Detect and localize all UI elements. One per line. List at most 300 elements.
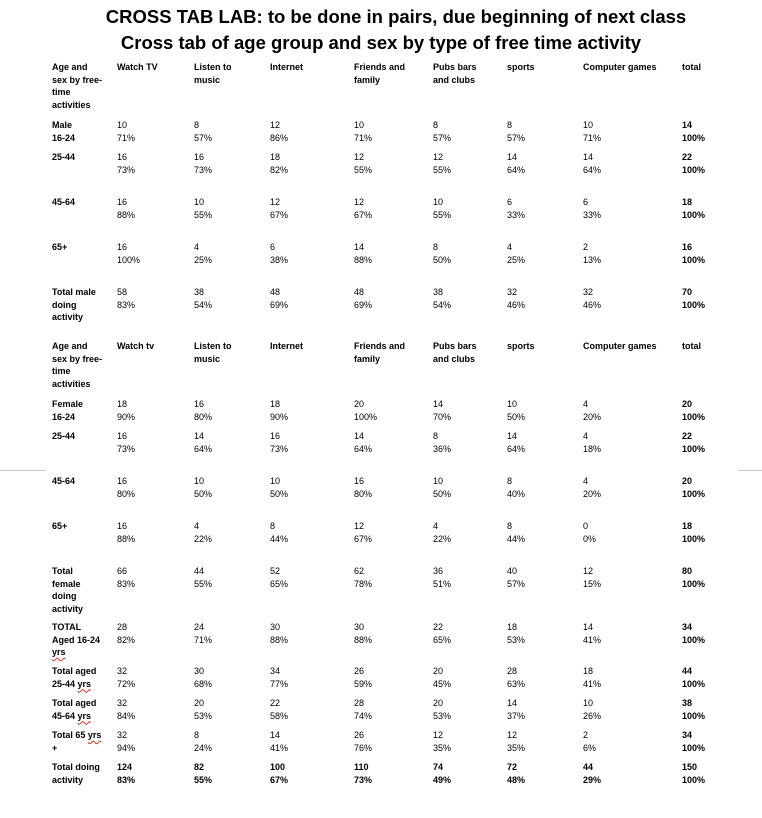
- data-cell: [266, 397, 350, 429]
- column-header: [678, 60, 728, 118]
- cell-text: 88%: [117, 209, 136, 220]
- cell-text: 16: [117, 152, 128, 162]
- cell-text: 35%: [433, 742, 452, 753]
- data-cell: [266, 195, 350, 240]
- data-cell: [350, 696, 429, 728]
- data-cell: [429, 397, 503, 429]
- cell-text: Total doing: [52, 762, 100, 772]
- data-cell: [579, 474, 678, 519]
- cell-text: 82%: [270, 164, 289, 175]
- male-row: [48, 195, 728, 240]
- page-title-line-1: CROSS TAB LAB: to be done in pairs, due beginning of next class: [105, 6, 687, 27]
- cell-text: family: [354, 353, 381, 364]
- cell-text: 40: [507, 566, 518, 576]
- data-cell: [266, 519, 350, 564]
- cell-text: 59%: [354, 678, 373, 689]
- cell-text: 36: [433, 566, 444, 576]
- data-cell: [503, 429, 579, 474]
- cell-text: 76%: [354, 742, 373, 753]
- column-header: [266, 60, 350, 118]
- cell-text: 4: [583, 476, 589, 486]
- cell-text: 46%: [507, 299, 526, 310]
- cell-text: 44%: [507, 533, 526, 544]
- data-cell: [503, 240, 579, 285]
- data-cell: [579, 150, 678, 195]
- data-cell: [266, 564, 350, 620]
- cell-text: 45-64: [52, 197, 76, 207]
- cell-text: 2: [583, 730, 589, 740]
- cell-text: 32: [117, 666, 128, 676]
- cell-text: 14: [583, 152, 594, 162]
- cell-text: 33%: [507, 209, 526, 220]
- cell-text: 50%: [507, 411, 526, 422]
- cell-text: 58%: [270, 710, 289, 721]
- data-cell: [429, 429, 503, 474]
- cell-text: 10: [194, 476, 205, 486]
- row-label: [48, 474, 113, 519]
- cell-text: 65+: [52, 242, 68, 252]
- cell-text: Internet: [270, 341, 304, 351]
- cell-text: time: [52, 366, 71, 377]
- cell-text: 30: [270, 622, 281, 632]
- cell-text: 51%: [433, 578, 452, 589]
- cell-text: 37%: [507, 710, 526, 721]
- data-cell: [503, 664, 579, 696]
- cell-text: doing: [52, 591, 77, 602]
- cell-text: 53%: [194, 710, 213, 721]
- data-cell: [113, 760, 190, 788]
- cell-text: 44: [583, 762, 594, 772]
- data-cell: [579, 760, 678, 788]
- cell-text: 18: [682, 521, 693, 531]
- row-label: [48, 118, 113, 150]
- data-cell: [113, 620, 190, 664]
- cell-text: sports: [507, 62, 535, 72]
- cell-text: 28: [354, 698, 365, 708]
- summary-row: [48, 728, 728, 760]
- data-cell: [579, 519, 678, 564]
- header-label-cell: [48, 60, 113, 118]
- cell-text: 41%: [583, 634, 602, 645]
- cell-text: 14: [583, 622, 594, 632]
- cell-text: 64%: [507, 443, 526, 454]
- cell-text: 74: [433, 762, 444, 772]
- column-header: [266, 339, 350, 397]
- cell-text: 36%: [433, 443, 452, 454]
- cell-text: 8: [433, 242, 439, 252]
- cell-text: 34: [682, 622, 693, 632]
- cell-text: 12: [583, 566, 594, 576]
- cell-text: 71%: [117, 132, 136, 143]
- data-cell: [350, 285, 429, 339]
- cell-text: Total 65 yrs: [52, 730, 102, 740]
- cell-text: 18: [270, 399, 281, 409]
- cell-text: 100%: [682, 634, 706, 645]
- cell-text: 18: [507, 622, 518, 632]
- cell-text: 100%: [682, 774, 706, 785]
- female-row: [48, 474, 728, 519]
- cell-text: 100%: [682, 710, 706, 721]
- cell-text: 4: [507, 242, 513, 252]
- data-cell: [266, 696, 350, 728]
- cell-text: music: [194, 74, 221, 85]
- cell-text: 16: [354, 476, 365, 486]
- page-title-line-2: Cross tab of age group and sex by type of free time activity: [120, 32, 642, 53]
- cell-text: 57%: [194, 132, 213, 143]
- cell-text: 25%: [194, 254, 213, 265]
- column-header: [350, 60, 429, 118]
- cell-text: 82: [194, 762, 205, 772]
- cell-text: 6: [270, 242, 276, 252]
- header-label-cell: [48, 339, 113, 397]
- cell-text: 2: [583, 242, 589, 252]
- data-cell: [350, 664, 429, 696]
- cell-text: 38: [433, 287, 444, 297]
- cell-text: Computer games: [583, 62, 657, 72]
- data-cell: [429, 118, 503, 150]
- row-total-cell: [678, 118, 728, 150]
- data-cell: [429, 696, 503, 728]
- cell-text: 10: [117, 120, 128, 130]
- cell-text: 10: [433, 197, 444, 207]
- data-cell: [503, 118, 579, 150]
- cell-text: 100%: [682, 533, 706, 544]
- data-cell: [503, 474, 579, 519]
- cell-text: 44%: [270, 533, 289, 544]
- data-cell: [266, 429, 350, 474]
- cell-text: 55%: [354, 164, 373, 175]
- cell-text: 67%: [354, 533, 373, 544]
- cell-text: 16: [194, 399, 205, 409]
- cell-text: Watch TV: [117, 62, 158, 72]
- data-cell: [190, 620, 266, 664]
- column-header: [429, 60, 503, 118]
- cell-text: 18: [270, 152, 281, 162]
- cell-text: Internet: [270, 62, 304, 72]
- cell-text: Listen to: [194, 341, 232, 351]
- row-label: [48, 728, 113, 760]
- data-cell: [190, 760, 266, 788]
- data-cell: [113, 728, 190, 760]
- row-label: [48, 696, 113, 728]
- cell-text: 45-64: [52, 476, 76, 486]
- data-cell: [503, 620, 579, 664]
- cell-text: 16: [194, 152, 205, 162]
- column-header: [190, 60, 266, 118]
- data-cell: [429, 474, 503, 519]
- cell-text: 71%: [354, 132, 373, 143]
- cell-text: 124: [117, 762, 133, 772]
- cell-text: 20: [194, 698, 205, 708]
- data-cell: [190, 118, 266, 150]
- cell-text: Friends and: [354, 341, 406, 351]
- cell-text: 94%: [117, 742, 136, 753]
- data-cell: [503, 150, 579, 195]
- cell-text: 32: [117, 730, 128, 740]
- cell-text: 78%: [354, 578, 373, 589]
- data-cell: [429, 664, 503, 696]
- cell-text: 16: [682, 242, 693, 252]
- data-cell: [190, 696, 266, 728]
- cell-text: 83%: [117, 299, 136, 310]
- data-cell: [113, 696, 190, 728]
- right-divider: [738, 470, 762, 471]
- cell-text: 69%: [354, 299, 373, 310]
- row-total-cell: [678, 728, 728, 760]
- data-cell: [350, 118, 429, 150]
- cell-text: 68%: [194, 678, 213, 689]
- data-cell: [266, 664, 350, 696]
- cell-text: 14: [433, 399, 444, 409]
- cell-text: 14: [270, 730, 281, 740]
- column-header: [113, 60, 190, 118]
- cell-text: 90%: [270, 411, 289, 422]
- cell-text: 18%: [583, 443, 602, 454]
- cell-text: Total: [52, 566, 73, 576]
- data-cell: [429, 195, 503, 240]
- cell-text: 73%: [354, 774, 373, 785]
- data-cell: [190, 728, 266, 760]
- cell-text: and clubs: [433, 74, 476, 85]
- row-total-cell: [678, 664, 728, 696]
- data-cell: [579, 429, 678, 474]
- cell-text: 74%: [354, 710, 373, 721]
- data-cell: [579, 118, 678, 150]
- cell-text: 4: [433, 521, 439, 531]
- cell-text: 15%: [583, 578, 602, 589]
- cell-text: 8: [433, 431, 439, 441]
- cell-text: 6%: [583, 742, 597, 753]
- row-total-cell: [678, 429, 728, 474]
- cell-text: 57%: [507, 578, 526, 589]
- cell-text: 26: [354, 730, 365, 740]
- summary-row: [48, 760, 728, 788]
- cell-text: 52: [270, 566, 281, 576]
- cell-text: 88%: [354, 634, 373, 645]
- row-total-cell: [678, 620, 728, 664]
- data-cell: [113, 397, 190, 429]
- cell-text: 22: [682, 431, 693, 441]
- column-header: [503, 339, 579, 397]
- data-cell: [503, 195, 579, 240]
- cell-text: 10: [433, 476, 444, 486]
- data-cell: [266, 760, 350, 788]
- cell-text: 38: [682, 698, 693, 708]
- cell-text: 22: [433, 622, 444, 632]
- cell-text: Pubs bars: [433, 62, 477, 72]
- row-total-cell: [678, 760, 728, 788]
- data-cell: [429, 150, 503, 195]
- data-cell: [503, 564, 579, 620]
- cell-text: 45%: [433, 678, 452, 689]
- cell-text: 14: [507, 152, 518, 162]
- cell-text: 70: [682, 287, 693, 297]
- cell-text: 22: [682, 152, 693, 162]
- cell-text: 14: [682, 120, 693, 130]
- data-cell: [113, 240, 190, 285]
- data-cell: [266, 240, 350, 285]
- cell-text: 22%: [194, 533, 213, 544]
- cell-text: 10: [354, 120, 365, 130]
- cell-text: 14: [354, 242, 365, 252]
- cell-text: 83%: [117, 774, 136, 785]
- row-total-cell: [678, 150, 728, 195]
- cell-text: Computer games: [583, 341, 657, 351]
- data-cell: [579, 696, 678, 728]
- cell-text: 63%: [507, 678, 526, 689]
- cell-text: 100%: [682, 132, 706, 143]
- data-cell: [113, 564, 190, 620]
- cell-text: 26: [354, 666, 365, 676]
- cell-text: 18: [682, 197, 693, 207]
- column-header: [113, 339, 190, 397]
- data-cell: [429, 564, 503, 620]
- data-cell: [190, 397, 266, 429]
- male-row: [48, 240, 728, 285]
- cell-text: 100%: [117, 254, 141, 265]
- cell-text: activity: [52, 603, 84, 614]
- cell-text: 24: [194, 622, 205, 632]
- data-cell: [266, 620, 350, 664]
- row-label: [48, 564, 113, 620]
- data-cell: [429, 760, 503, 788]
- data-cell: [113, 664, 190, 696]
- cell-text: 24%: [194, 742, 213, 753]
- cell-text: 20: [682, 399, 693, 409]
- female-header-row: [48, 339, 728, 397]
- cell-text: 12: [354, 152, 365, 162]
- cell-text: 14: [507, 431, 518, 441]
- data-cell: [503, 728, 579, 760]
- cell-text: 100%: [682, 578, 706, 589]
- cell-text: 50%: [433, 488, 452, 499]
- cell-text: 4: [194, 242, 200, 252]
- row-label: [48, 285, 113, 339]
- cell-text: 80%: [194, 411, 213, 422]
- cell-text: Male: [52, 120, 73, 130]
- column-header: [503, 60, 579, 118]
- data-cell: [113, 429, 190, 474]
- cell-text: 40%: [507, 488, 526, 499]
- data-cell: [190, 519, 266, 564]
- cell-text: 20%: [583, 488, 602, 499]
- cell-text: 22: [270, 698, 281, 708]
- cell-text: 12: [507, 730, 518, 740]
- cell-text: 100%: [682, 299, 706, 310]
- data-cell: [579, 664, 678, 696]
- cell-text: 10: [507, 399, 518, 409]
- cell-text: 100%: [682, 443, 706, 454]
- data-cell: [503, 696, 579, 728]
- cell-text: 20: [433, 666, 444, 676]
- summary-row: [48, 664, 728, 696]
- cell-text: total: [682, 341, 701, 351]
- cell-text: sex by free-: [52, 74, 103, 85]
- cell-text: 44: [194, 566, 205, 576]
- data-cell: [113, 195, 190, 240]
- cell-text: 30: [194, 666, 205, 676]
- row-total-cell: [678, 397, 728, 429]
- column-header: [579, 339, 678, 397]
- cell-text: 16-24: [52, 411, 76, 422]
- cell-text: 72: [507, 762, 518, 772]
- cell-text: 4: [583, 399, 589, 409]
- cell-text: Female: [52, 399, 84, 409]
- cell-text: 18: [117, 399, 128, 409]
- cell-text: 8: [433, 120, 439, 130]
- cell-text: 88%: [354, 254, 373, 265]
- cell-text: Watch tv: [117, 341, 155, 351]
- cell-text: 100: [270, 762, 286, 772]
- data-cell: [579, 620, 678, 664]
- cell-text: Total male: [52, 287, 96, 297]
- cell-text: 10: [583, 698, 594, 708]
- male-row: [48, 285, 728, 339]
- cell-text: 13%: [583, 254, 602, 265]
- cell-text: 12: [354, 521, 365, 531]
- cell-text: 50%: [194, 488, 213, 499]
- row-label: [48, 519, 113, 564]
- cell-text: 73%: [194, 164, 213, 175]
- female-row: [48, 429, 728, 474]
- data-cell: [429, 728, 503, 760]
- cell-text: 53%: [507, 634, 526, 645]
- cell-text: 14: [194, 431, 205, 441]
- cell-text: 12: [270, 120, 281, 130]
- cell-text: 65%: [270, 578, 289, 589]
- cell-text: 100%: [682, 488, 706, 499]
- cell-text: 12: [354, 197, 365, 207]
- cell-text: 29%: [583, 774, 602, 785]
- cell-text: 8: [194, 120, 200, 130]
- cell-text: 55%: [194, 578, 213, 589]
- cell-text: 49%: [433, 774, 452, 785]
- cell-text: 53%: [433, 710, 452, 721]
- row-label: [48, 195, 113, 240]
- data-cell: [503, 397, 579, 429]
- column-header: [678, 339, 728, 397]
- cell-text: 41%: [583, 678, 602, 689]
- cell-text: 73%: [270, 443, 289, 454]
- cell-text: 67%: [354, 209, 373, 220]
- cell-text: 64%: [354, 443, 373, 454]
- data-cell: [429, 620, 503, 664]
- cell-text: Pubs bars: [433, 341, 477, 351]
- cell-text: 18: [583, 666, 594, 676]
- cell-text: 50%: [433, 254, 452, 265]
- cell-text: Total aged: [52, 698, 97, 708]
- cell-text: TOTAL: [52, 622, 82, 632]
- row-total-cell: [678, 285, 728, 339]
- cell-text: 67%: [270, 774, 289, 785]
- data-cell: [429, 519, 503, 564]
- data-cell: [266, 150, 350, 195]
- cell-text: 80%: [354, 488, 373, 499]
- cell-text: 65+: [52, 521, 68, 531]
- cell-text: 100%: [682, 254, 706, 265]
- cell-text: 12: [270, 197, 281, 207]
- data-cell: [579, 728, 678, 760]
- cell-text: 14: [507, 698, 518, 708]
- column-header: [429, 339, 503, 397]
- cell-text: 16: [117, 197, 128, 207]
- data-cell: [113, 519, 190, 564]
- row-label: [48, 620, 113, 664]
- cell-text: 57%: [433, 132, 452, 143]
- data-cell: [429, 240, 503, 285]
- data-cell: [350, 397, 429, 429]
- cell-text: 54%: [433, 299, 452, 310]
